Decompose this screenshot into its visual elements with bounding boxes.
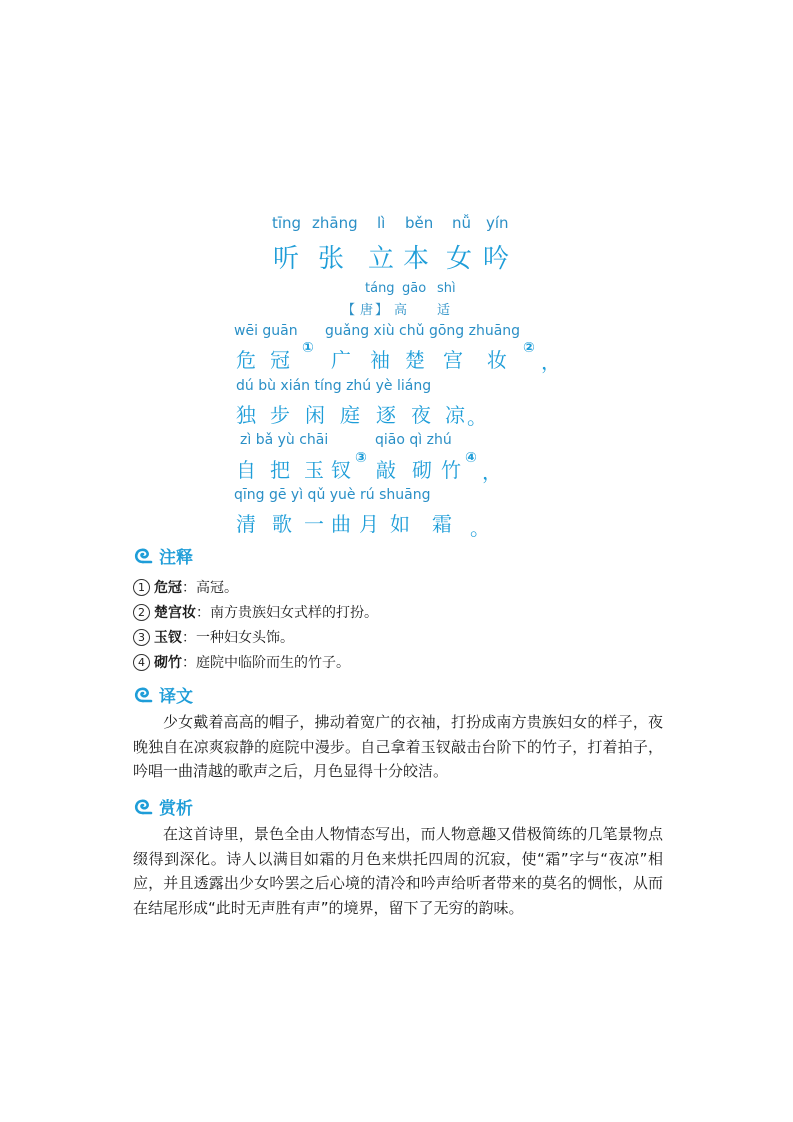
swirl-icon: [133, 798, 153, 816]
note-number: 2: [133, 604, 150, 621]
author-dynasty: 唐: [360, 303, 374, 318]
title-pinyin-5: nǚ: [452, 214, 472, 232]
note-text: 高冠。: [196, 580, 238, 596]
line1-pinyin-b: guǎng xiù chǔ gōng zhuāng: [325, 323, 521, 339]
line4-pinyin: qīng gē yì qǔ yuè rú shuāng: [234, 487, 431, 503]
appreciation-paragraph: [133, 822, 663, 920]
line3-pinyin-a: zì bǎ yù chāi: [240, 432, 329, 448]
translation-heading: [133, 682, 193, 707]
line3-char-1: 自: [236, 458, 256, 482]
author-bracket-open: 【: [342, 303, 356, 318]
line1-char-7: 妆: [487, 348, 507, 372]
line1-pinyin-a: wēi guān: [234, 323, 298, 339]
author-pinyin-1: táng: [365, 281, 395, 296]
line1-char-5: 楚: [405, 348, 425, 372]
line2-punct: 。: [467, 405, 487, 429]
line2-char-1: 独: [236, 403, 256, 427]
line2-char-4: 庭: [340, 403, 360, 427]
title-pinyin-2: zhāng: [312, 214, 358, 232]
appreciation-heading-text: 赏析: [159, 799, 193, 819]
line2-char-7: 凉: [445, 403, 465, 427]
line3-char-7: 竹: [441, 458, 461, 482]
line3-punct: ，: [482, 460, 502, 484]
line1-char-2: 冠: [270, 348, 290, 372]
appreciation-heading: [133, 794, 193, 819]
note-text: 南方贵族妇女式样的打扮。: [210, 605, 378, 621]
line3-char-3: 玉: [304, 458, 324, 482]
note-item-4: [133, 652, 350, 672]
title-pinyin-6: yín: [486, 214, 509, 232]
title-char-4: 本: [403, 244, 432, 274]
line1-punct: ，: [541, 350, 561, 374]
note-item-2: [133, 602, 378, 622]
note-sep: ：: [196, 605, 210, 621]
note-sep: ：: [182, 580, 196, 596]
notes-heading-text: 注释: [159, 548, 193, 568]
line4-char-2: 歌: [272, 512, 292, 536]
note-text: 庭院中临阶而生的竹子。: [196, 655, 350, 671]
note-mark-1: ①: [302, 340, 314, 356]
title-pinyin-3: lì: [377, 214, 386, 232]
note-text: 一种妇女头饰。: [196, 630, 294, 646]
line3-char-6: 砌: [412, 458, 432, 482]
line4-char-5: 月: [359, 512, 379, 536]
note-mark-4: ④: [465, 450, 477, 466]
note-term: 玉钗: [154, 630, 182, 646]
author-pinyin-2: gāo: [402, 281, 427, 296]
swirl-icon: [133, 686, 153, 704]
note-sep: ：: [182, 630, 196, 646]
translation-paragraph: [133, 710, 663, 784]
title-pinyin-4: běn: [405, 214, 434, 232]
note-item-1: [133, 577, 238, 597]
note-mark-3: ③: [355, 450, 367, 466]
line2-char-3: 闲: [305, 403, 325, 427]
notes-heading: [133, 543, 193, 568]
line4-char-1: 清: [236, 512, 256, 536]
appreciation-text: 在这首诗里，景色全由人物情态写出，而人物意趣又借极简练的几笔景物点缀得到深化。诗人以满目如霜的月色来烘托四周的沉寂，使“霜”字与“夜凉”相应，并且透露出少女吟罢之后心境的清冷和吟声给听者带来的莫名的惆怅，从而在结尾形成“此时无声胜有声”的境界，留下了无穷的韵味。: [133, 825, 663, 917]
line2-pinyin: dú bù xián tíng zhú yè liáng: [236, 378, 432, 394]
line1-char-1: 危: [236, 348, 256, 372]
line4-char-3: 一: [304, 512, 324, 536]
line4-char-6: 如: [390, 512, 410, 536]
author-name-1: 高: [394, 303, 408, 318]
title-char-6: 吟: [483, 244, 512, 274]
line4-punct: 。: [470, 516, 490, 540]
line4-char-4: 曲: [331, 512, 351, 536]
translation-heading-text: 译文: [159, 687, 193, 707]
note-number: 3: [133, 629, 150, 646]
note-term: 危冠: [154, 580, 182, 596]
author-bracket-close: 】: [375, 303, 389, 318]
line1-char-4: 袖: [370, 348, 390, 372]
line3-char-2: 把: [270, 458, 290, 482]
title-char-2: 张: [318, 244, 347, 274]
note-item-3: [133, 627, 294, 647]
author-pinyin-3: shì: [437, 281, 456, 296]
title-char-3: 立: [368, 244, 397, 274]
line3-char-5: 敲: [376, 458, 396, 482]
title-char-1: 听: [273, 244, 302, 274]
line2-char-5: 逐: [376, 403, 396, 427]
title-char-5: 女: [446, 244, 475, 274]
line4-char-7: 霜: [432, 512, 452, 536]
note-term: 楚宫妆: [154, 605, 196, 621]
note-term: 砌竹: [154, 655, 182, 671]
line3-pinyin-b: qiāo qì zhú: [375, 432, 452, 448]
line2-char-2: 步: [270, 403, 290, 427]
note-number: 4: [133, 654, 150, 671]
line2-char-6: 夜: [411, 403, 431, 427]
line1-char-3: 广: [331, 348, 351, 372]
swirl-icon: [133, 547, 153, 565]
line1-char-6: 宫: [443, 348, 463, 372]
translation-text: 少女戴着高高的帽子，拂动着宽广的衣袖，打扮成南方贵族妇女的样子，夜晚独自在凉爽寂静的庭院中漫步。自己拿着玉钗敲击台阶下的竹子，打着拍子，吟唱一曲清越的歌声之后，月色显得十分皎洁。: [133, 713, 663, 780]
line3-char-4: 钗: [331, 458, 351, 482]
note-sep: ：: [182, 655, 196, 671]
note-number: 1: [133, 579, 150, 596]
author-name-2: 适: [437, 303, 451, 318]
note-mark-2: ②: [523, 340, 535, 356]
title-pinyin-1: tīng: [272, 214, 302, 232]
